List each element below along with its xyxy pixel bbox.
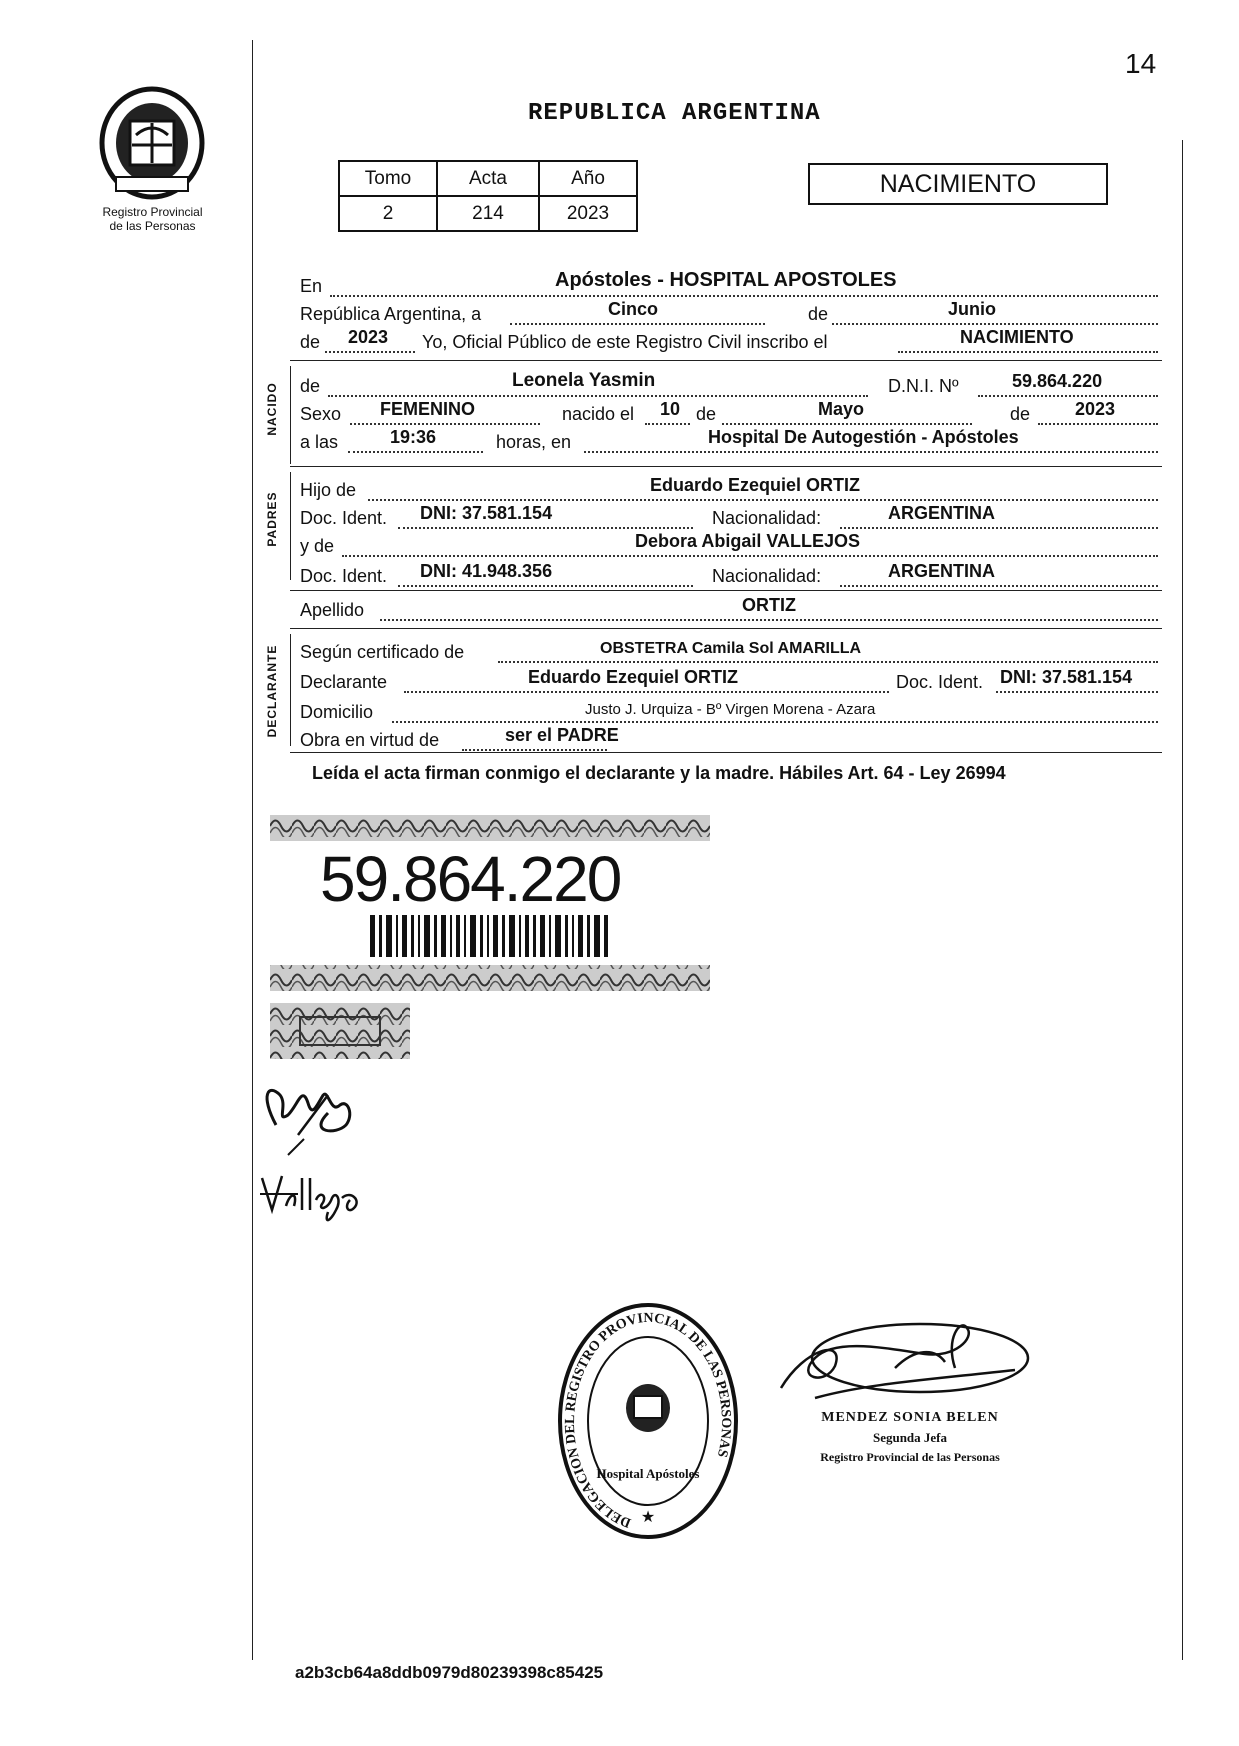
logo-caption: Registro Provincial de las Personas (102, 205, 203, 233)
month-value: Junio (948, 299, 996, 319)
mother-name: Debora Abigail VALLEJOS (635, 531, 861, 551)
father-doc: DNI: 37.581.154 (420, 503, 553, 523)
official-signature (775, 1308, 1035, 1418)
year-row: de 2023 Yo, Oficial Público de este Registro Civil inscribo el NACIMIENTO (300, 328, 1160, 356)
father-nationality: ARGENTINA (888, 503, 995, 523)
signature-mother (258, 1170, 368, 1230)
record-kind: NACIMIENTO (808, 163, 1108, 205)
father-name: Eduardo Ezequiel ORTIZ (650, 475, 861, 495)
anio-header: Año (539, 161, 637, 196)
sticker-dni-number: 59.864.220 (320, 843, 621, 915)
anio-value: 2023 (539, 196, 637, 231)
document-title: REPUBLICA ARGENTINA (528, 100, 821, 127)
year-value: 2023 (348, 327, 389, 347)
time-row: a las 19:36 horas, en Hospital De Autogestión - Apóstoles (300, 428, 1160, 456)
birth-month: Mayo (818, 399, 865, 419)
official-name: MENDEZ SONIA BELEN (821, 1410, 999, 1425)
event-value: NACIMIENTO (960, 327, 1074, 347)
mother-row: y de Debora Abigail VALLEJOS (300, 532, 1160, 560)
nacido-side-label: NACIDO (265, 382, 279, 436)
certificate-issuer: OBSTETRA Camila Sol AMARILLA (600, 640, 862, 657)
acta-header: Acta (437, 161, 539, 196)
right-margin-line (1182, 140, 1183, 1660)
padres-side-label: PADRES (265, 491, 279, 547)
birth-year: 2023 (1075, 399, 1116, 419)
official-role: Segunda Jefa (872, 1430, 948, 1445)
tomo-value: 2 (339, 196, 437, 231)
small-security-stamp (270, 1003, 410, 1059)
father-doc-row: Doc. Ident. DNI: 37.581.154 Nacionalidad: ARGENTINA (300, 504, 1160, 532)
closing-statement: Leída el acta firman conmigo el declarante y la madre. Hábiles Art. 64 - Ley 26994 (312, 763, 1006, 783)
mother-doc: DNI: 41.948.356 (420, 561, 553, 581)
registry-table (338, 160, 638, 232)
obra-value: ser el PADRE (505, 725, 619, 745)
svg-text:★: ★ (640, 1509, 656, 1526)
signature-father (258, 1075, 368, 1165)
surname-row: Apellido ORTIZ (300, 596, 1160, 624)
day-value: Cinco (608, 299, 659, 319)
child-dni: 59.864.220 (1012, 371, 1103, 391)
place-row: En Apóstoles - HOSPITAL APOSTOLES (300, 272, 1160, 300)
official-seal (556, 1300, 740, 1542)
declarant-doc: DNI: 37.581.154 (1000, 667, 1133, 687)
seal-ring-text: DELEGACION DEL REGISTRO PROVINCIAL DE LAS PERSONAS (562, 1310, 734, 1530)
obra-row: Obra en virtud de ser el PADRE (300, 725, 619, 750)
child-sex: FEMENINO (380, 399, 476, 419)
mother-nationality: ARGENTINA (888, 561, 995, 581)
address-row: Domicilio Justo J. Urquiza - Bº Virgen Morena - Azara (300, 698, 1160, 726)
declarant-name: Eduardo Ezequiel ORTIZ (528, 667, 739, 687)
official-block (780, 1410, 1040, 1465)
seal-inner-text: Hospital Apóstoles (596, 1466, 700, 1481)
father-row: Hijo de Eduardo Ezequiel ORTIZ (300, 476, 1160, 504)
birth-time: 19:36 (390, 427, 437, 447)
declarant-row: Declarante Eduardo Ezequiel ORTIZ Doc. Ident. DNI: 37.581.154 (300, 668, 1160, 696)
child-name: Leonela Yasmin (512, 370, 656, 391)
barcode (370, 915, 610, 957)
mother-doc-row: Doc. Ident. DNI: 41.948.356 Nacionalidad: ARGENTINA (300, 562, 1160, 590)
declarante-side-label: DECLARANTE (265, 644, 279, 738)
name-row: de Leonela Yasmin D.N.I. Nº 59.864.220 (300, 372, 1160, 400)
birth-day: 10 (660, 399, 681, 419)
birth-place: Hospital De Autogestión - Apóstoles (708, 427, 1019, 447)
document-hash: a2b3cb64a8ddb0979d80239398c85425 (295, 1663, 604, 1682)
registry-logo (96, 85, 208, 200)
date-row: República Argentina, a Cinco de Junio (300, 300, 1160, 328)
page-number: 14 (1125, 48, 1157, 79)
sex-row: Sexo FEMENINO nacido el 10 de Mayo de 2023 (300, 400, 1160, 428)
cert-row: Según certificado de OBSTETRA Camila Sol AMARILLA (300, 638, 1160, 666)
address-value: Justo J. Urquiza - Bº Virgen Morena - Azara (585, 701, 876, 718)
left-margin-line (252, 40, 253, 1660)
place-value: Apóstoles - HOSPITAL APOSTOLES (555, 269, 897, 291)
surname-value: ORTIZ (742, 595, 796, 615)
tomo-header: Tomo (339, 161, 437, 196)
official-office: Registro Provincial de las Personas (820, 1450, 1000, 1464)
acta-value: 214 (437, 196, 539, 231)
